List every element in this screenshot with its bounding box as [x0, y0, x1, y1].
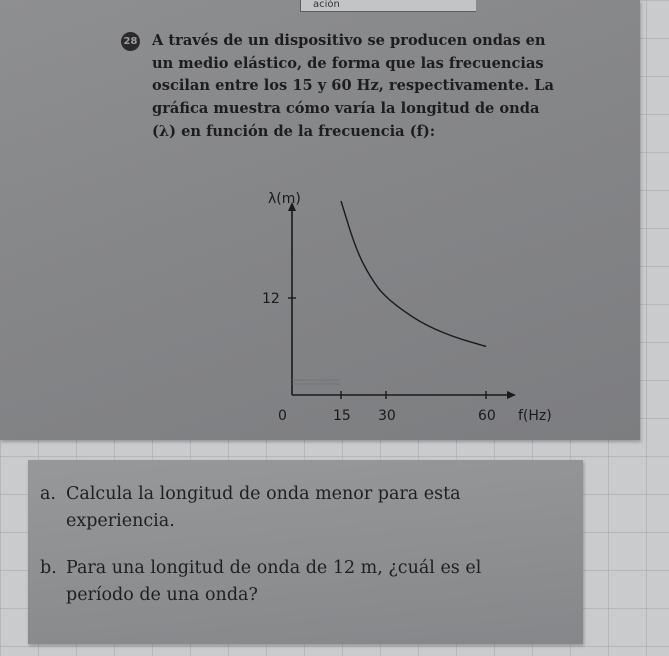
question-a-label: a.	[40, 484, 56, 504]
problem-line: (λ) en función de la frecuencia (f):	[152, 122, 436, 140]
problem-line: A través de un dispositivo se producen ondas en	[152, 32, 546, 49]
question-b	[40, 555, 570, 609]
question-a-line: experiencia.	[66, 511, 175, 531]
chart-axes	[288, 202, 516, 399]
problem-line: un medio elástico, de forma que las frecuencias	[152, 54, 544, 72]
y-tick-label: 12	[262, 291, 280, 307]
question-a	[40, 481, 570, 535]
y-axis-label: λ(m)	[268, 191, 301, 207]
problem-number-badge: 28	[121, 32, 140, 51]
question-b-line: período de una onda?	[66, 585, 258, 605]
x-tick-label: 15	[333, 408, 351, 424]
chart-guides	[292, 380, 340, 384]
question-b-label: b.	[40, 558, 57, 578]
problem-line: oscilan entre los 15 y 60 Hz, respectivamente. La	[152, 77, 554, 95]
question-a-line: Calcula la longitud de onda menor para esta	[66, 484, 461, 504]
x-axis-label: f(Hz)	[518, 408, 552, 424]
x-tick-label: 30	[378, 408, 396, 424]
x-axis-arrow	[507, 391, 516, 399]
x-tick-label: 0	[278, 408, 287, 424]
question-b-line: Para una longitud de onda de 12 m, ¿cuál es el	[66, 558, 482, 578]
section-header-text: ación	[313, 0, 340, 10]
x-tick-label: 60	[478, 408, 496, 424]
problem-line: gráfica muestra cómo varía la longitud de onda	[152, 100, 540, 118]
series-curve	[341, 201, 486, 347]
chart-ticks	[262, 291, 496, 424]
